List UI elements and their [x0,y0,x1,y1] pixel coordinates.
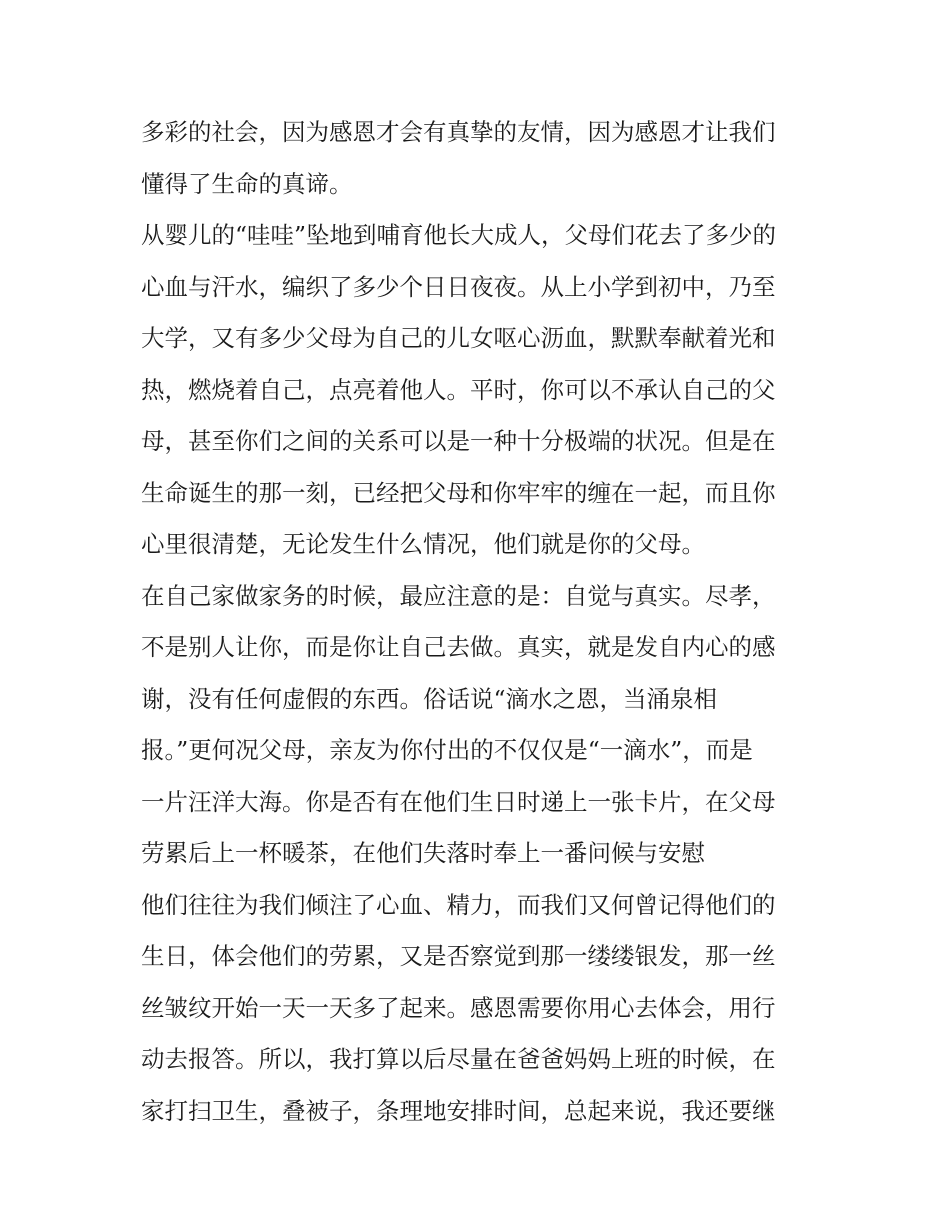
text-line: 多彩的社会，因为感恩才会有真挚的友情，因为感恩才让我们 [141,118,776,146]
text-line: 心血与汗水，编织了多少个日日夜夜。从上小学到初中，乃至 [141,272,776,301]
text-line: 生日，体会他们的劳累，又是否察觉到那一缕缕银发，那一丝 [141,942,776,970]
text-line: 从婴儿的“哇哇”坠地到哺育他长大成人，父母们花去了多少的 [141,221,777,249]
text-line: 谢，没有任何虚假的东西。俗话说“滴水之恩，当涌泉相 [141,684,718,713]
text-line: 动去报答。所以，我打算以后尽量在爸爸妈妈上班的时候，在 [141,1045,776,1073]
text-line: 懂得了生命的真谛。 [141,169,353,198]
text-line: 报。”更何况父母，亲友为你付出的不仅仅是“一滴水”，而是 [141,736,753,764]
text-line: 他们往往为我们倾注了心血、精力，而我们又何曾记得他们的 [141,890,776,919]
text-line: 生命诞生的那一刻，已经把父母和你牢牢的缠在一起，而且你 [141,478,776,507]
text-line: 在自己家做家务的时候，最应注意的是：自觉与真实。尽孝， [141,581,776,610]
text-line: 不是别人让你，而是你让自己去做。真实，就是发自内心的感 [141,633,776,661]
text-line: 心里很清楚，无论发生什么情况，他们就是你的父母。 [141,530,705,558]
text-line: 劳累后上一杯暖茶，在他们失落时奉上一番问候与安慰 [141,839,705,867]
text-line: 母，甚至你们之间的关系可以是一种十分极端的状况。但是在 [141,427,776,455]
text-line: 一片汪洋大海。你是否有在他们生日时递上一张卡片，在父母 [141,787,776,816]
text-line: 热，燃烧着自己，点亮着他人。平时，你可以不承认自己的父 [141,375,776,404]
text-line: 家打扫卫生，叠被子，条理地安排时间，总起来说，我还要继 [141,1096,776,1125]
document-body [141,107,821,1137]
text-line: 丝皱纹开始一天一天多了起来。感恩需要你用心去体会，用行 [141,993,776,1022]
text-line: 大学，又有多少父母为自己的儿女呕心沥血，默默奉献着光和 [141,324,776,352]
